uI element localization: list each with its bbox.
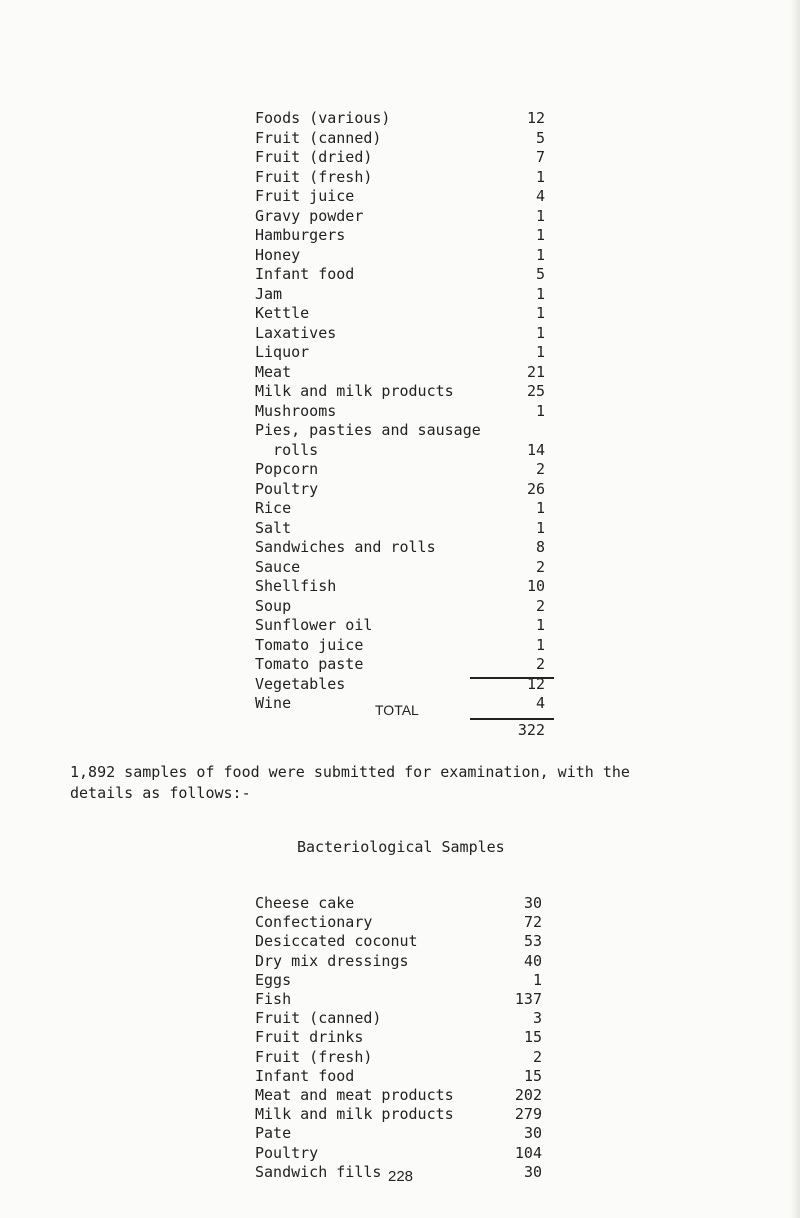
table-row bbox=[255, 931, 542, 951]
row-value: 2 bbox=[532, 1047, 542, 1066]
table-row bbox=[255, 245, 545, 265]
table-row bbox=[255, 284, 545, 304]
row-value: 7 bbox=[535, 148, 545, 166]
row-value: 1 bbox=[535, 401, 545, 420]
table-row bbox=[255, 381, 545, 401]
table-row bbox=[255, 893, 542, 913]
row-label: Mushrooms bbox=[255, 401, 337, 420]
row-label: Sandwich fills bbox=[255, 1162, 382, 1181]
total-label: TOTAL bbox=[375, 702, 419, 718]
row-value: 12 bbox=[526, 674, 545, 693]
row-value: 25 bbox=[526, 382, 545, 400]
row-label: Fruit (canned) bbox=[255, 1009, 382, 1028]
table-row bbox=[255, 951, 542, 971]
table-row bbox=[255, 518, 545, 538]
row-label: Pate bbox=[255, 1124, 292, 1143]
row-value: 72 bbox=[523, 913, 542, 932]
table-row bbox=[255, 1143, 542, 1163]
row-value: 15 bbox=[523, 1028, 542, 1047]
table-row bbox=[255, 576, 545, 596]
row-value: 12 bbox=[526, 109, 545, 127]
table-row bbox=[255, 615, 545, 635]
table-row bbox=[255, 108, 545, 128]
row-label: Milk and milk products bbox=[255, 382, 454, 400]
row-value: 1 bbox=[535, 226, 545, 244]
row-value: 1 bbox=[535, 304, 545, 322]
table-row bbox=[255, 401, 545, 421]
table-row bbox=[255, 912, 542, 932]
row-value: 5 bbox=[535, 128, 545, 147]
row-value: 2 bbox=[535, 460, 545, 478]
row-value: 1 bbox=[535, 245, 545, 264]
table-row bbox=[255, 1008, 542, 1028]
row-value: 1 bbox=[535, 284, 545, 303]
table-row bbox=[255, 420, 545, 440]
intro-line-1: 1,892 samples of food were submitted for examination, with the bbox=[70, 763, 630, 781]
table-row bbox=[255, 206, 545, 226]
row-label: Shellfish bbox=[255, 577, 337, 595]
table-row bbox=[255, 459, 545, 479]
row-label: Fruit (fresh) bbox=[255, 1047, 373, 1066]
row-value: 202 bbox=[514, 1086, 542, 1104]
row-label: Poultry bbox=[255, 1143, 319, 1162]
row-label: Tomato paste bbox=[255, 655, 364, 673]
table-row bbox=[255, 147, 545, 167]
table-row bbox=[255, 479, 545, 499]
row-label: Kettle bbox=[255, 304, 310, 322]
row-label: Salt bbox=[255, 518, 292, 537]
total-row bbox=[255, 680, 545, 739]
row-label: Hamburgers bbox=[255, 226, 346, 244]
row-label: Honey bbox=[255, 245, 301, 264]
table-row bbox=[255, 635, 545, 655]
row-label: Fruit (canned) bbox=[255, 128, 382, 147]
row-label: Laxatives bbox=[255, 323, 337, 342]
row-label: Fish bbox=[255, 990, 292, 1008]
row-value: 2 bbox=[535, 655, 545, 673]
table-row bbox=[255, 342, 545, 362]
table-row bbox=[255, 1027, 542, 1047]
page-number: 228 bbox=[388, 1168, 414, 1185]
row-value: 26 bbox=[526, 479, 545, 498]
row-value: 1 bbox=[535, 167, 545, 186]
row-label: Poultry bbox=[255, 479, 319, 498]
row-label: Fruit (dried) bbox=[255, 148, 373, 166]
table-row bbox=[255, 264, 545, 284]
row-value: 1 bbox=[535, 616, 545, 634]
row-label: rolls bbox=[255, 440, 319, 459]
row-value: 279 bbox=[514, 1105, 542, 1124]
table-row bbox=[255, 1085, 542, 1105]
row-value: 1 bbox=[535, 343, 545, 361]
row-value: 21 bbox=[526, 362, 545, 381]
row-label: Fruit drinks bbox=[255, 1028, 364, 1047]
row-label: Vegetables bbox=[255, 674, 346, 693]
row-label: Foods (various) bbox=[255, 109, 391, 127]
row-value: 30 bbox=[523, 1124, 542, 1143]
row-label: Meat and meat products bbox=[255, 1086, 454, 1104]
total-rule-bottom bbox=[470, 718, 554, 720]
row-label: Eggs bbox=[255, 970, 292, 989]
table-row bbox=[255, 362, 545, 382]
row-label: Jam bbox=[255, 284, 283, 303]
table-row bbox=[255, 225, 545, 245]
row-label: Liquor bbox=[255, 343, 310, 361]
row-label: Infant food bbox=[255, 265, 355, 283]
table-row bbox=[255, 1066, 542, 1086]
table-row bbox=[255, 128, 545, 148]
intro-line-2: details as follows:- bbox=[70, 784, 251, 802]
row-label: Meat bbox=[255, 362, 292, 381]
row-label: Tomato juice bbox=[255, 635, 364, 654]
section-heading: Bacteriological Samples bbox=[297, 838, 505, 856]
row-label: Confectionary bbox=[255, 913, 373, 932]
table-row bbox=[255, 654, 545, 674]
row-label: Sunflower oil bbox=[255, 616, 373, 634]
table-row bbox=[255, 989, 542, 1009]
table-row bbox=[255, 167, 545, 187]
row-label: Rice bbox=[255, 499, 292, 517]
row-value: 104 bbox=[514, 1143, 542, 1162]
row-value: 4 bbox=[535, 187, 545, 205]
row-value: 2 bbox=[535, 596, 545, 615]
total-value: 322 bbox=[517, 721, 545, 739]
table-row bbox=[255, 537, 545, 557]
row-label: Pies, pasties and sausage bbox=[255, 421, 481, 439]
row-value: 1 bbox=[535, 206, 545, 225]
table-row bbox=[255, 303, 545, 323]
row-value: 1 bbox=[535, 499, 545, 517]
row-label: Cheese cake bbox=[255, 894, 355, 912]
row-value: 1 bbox=[535, 323, 545, 342]
table-row bbox=[255, 323, 545, 343]
row-value: 1 bbox=[532, 970, 542, 989]
row-label: Popcorn bbox=[255, 460, 319, 478]
row-label: Sauce bbox=[255, 557, 301, 576]
row-label: Sandwiches and rolls bbox=[255, 538, 436, 556]
row-label: Fruit juice bbox=[255, 187, 355, 205]
row-value: 3 bbox=[532, 1009, 542, 1028]
row-label: Wine bbox=[255, 694, 292, 712]
row-value: 8 bbox=[535, 538, 545, 556]
table-row bbox=[255, 557, 545, 577]
table-row bbox=[255, 970, 542, 990]
row-value: 30 bbox=[523, 1162, 542, 1181]
row-value: 1 bbox=[535, 518, 545, 537]
row-label: Milk and milk products bbox=[255, 1105, 454, 1124]
table-row bbox=[255, 596, 545, 616]
row-label: Desiccated coconut bbox=[255, 932, 418, 951]
row-label: Gravy powder bbox=[255, 206, 364, 225]
row-value: 1 bbox=[535, 635, 545, 654]
row-value: 10 bbox=[526, 577, 545, 595]
row-value: 30 bbox=[523, 894, 542, 912]
row-value: 2 bbox=[535, 557, 545, 576]
row-value: 137 bbox=[514, 990, 542, 1008]
table-row bbox=[255, 498, 545, 518]
row-label: Fruit (fresh) bbox=[255, 167, 373, 186]
table-row bbox=[255, 440, 545, 460]
row-label: Infant food bbox=[255, 1066, 355, 1085]
table-row bbox=[255, 1104, 542, 1124]
table-row bbox=[255, 1047, 542, 1067]
row-value: 14 bbox=[526, 440, 545, 459]
row-value: 40 bbox=[523, 951, 542, 970]
row-label: Dry mix dressings bbox=[255, 951, 409, 970]
row-value: 53 bbox=[523, 932, 542, 951]
row-value: 4 bbox=[535, 694, 545, 712]
table-row bbox=[255, 186, 545, 206]
total-rule-top bbox=[470, 677, 554, 679]
row-value: 15 bbox=[523, 1066, 542, 1085]
row-value: 5 bbox=[535, 265, 545, 283]
row-label: Soup bbox=[255, 596, 292, 615]
table-row bbox=[255, 1123, 542, 1143]
page-edge-shadow bbox=[790, 0, 800, 1218]
